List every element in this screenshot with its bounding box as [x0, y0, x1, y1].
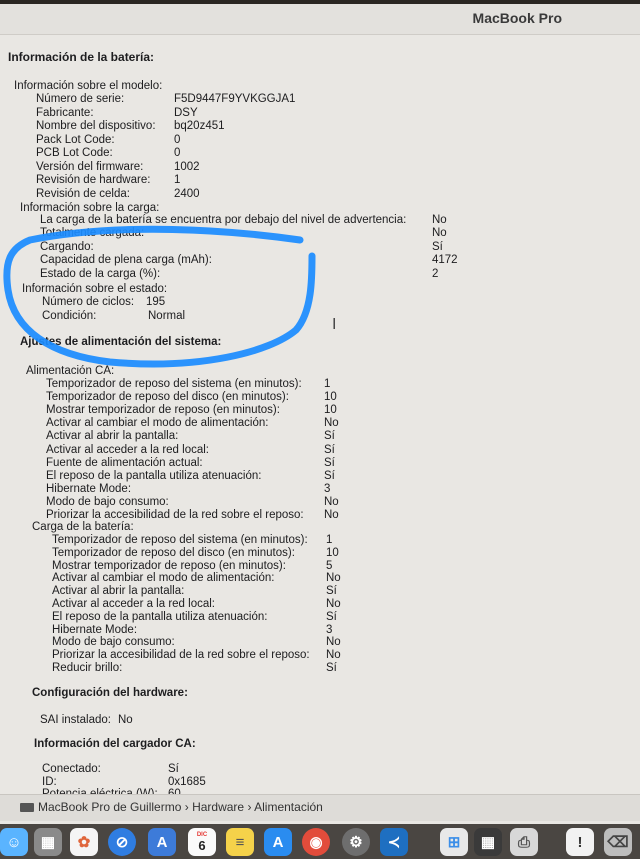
document-icon[interactable]: ! — [566, 828, 594, 856]
path-bar — [0, 794, 640, 821]
row-label: Priorizar la accesibilidad de la red sobre el reposo: — [46, 509, 304, 521]
row-value: Sí — [432, 240, 443, 253]
row-label: Hibernate Mode: — [46, 482, 132, 495]
breadcrumb-separator: › — [184, 800, 189, 814]
row-label: Hibernate Mode: — [52, 623, 138, 636]
power-settings-heading: Ajustes de alimentación del sistema: — [20, 336, 222, 348]
ups-label: SAI instalado: — [40, 714, 111, 726]
ups-value: No — [118, 714, 133, 726]
row-value: 1 — [324, 378, 331, 390]
row-value: Sí — [324, 443, 335, 456]
row-label: Activar al abrir la pantalla: — [46, 430, 179, 443]
row-value: 0 — [174, 133, 181, 146]
safari-icon[interactable]: ⊘ — [108, 828, 136, 856]
row-label: Mostrar temporizador de reposo (en minutos): — [52, 559, 286, 572]
row-label: Temporizador de reposo del sistema (en minutos): — [52, 534, 308, 546]
row-value: Sí — [324, 430, 335, 443]
calendar-month: DIC — [196, 831, 208, 838]
breadcrumb-power[interactable]: Alimentación — [254, 800, 323, 814]
row-label: Priorizar la accesibilidad de la red sobre el reposo: — [52, 649, 310, 662]
row-label: La carga de la batería se encuentra por debajo del nivel de advertencia: — [40, 214, 407, 226]
row-label: Número de serie: — [36, 93, 125, 105]
row-value: No — [324, 495, 339, 508]
battery-power-heading: Carga de la batería: — [32, 521, 134, 533]
row-value: DSY — [174, 106, 198, 119]
computer-icon — [20, 803, 34, 812]
vscode-icon[interactable]: ≺ — [380, 828, 408, 856]
row-value: 3 — [324, 482, 331, 495]
row-value: No — [324, 417, 339, 430]
charge-heading: Información sobre la carga: — [20, 202, 160, 214]
health-heading: Información sobre el estado: — [22, 283, 168, 295]
row-label: Activar al cambiar el modo de alimentación: — [52, 572, 275, 585]
row-label: Cargando: — [40, 240, 94, 253]
row-label: Fuente de alimentación actual: — [46, 456, 203, 469]
row-label: Capacidad de plena carga (mAh): — [40, 254, 212, 267]
calculator-icon[interactable]: ▦ — [474, 828, 502, 856]
charger-heading: Información del cargador CA: — [34, 738, 196, 750]
system-settings-icon[interactable]: ⚙ — [342, 828, 370, 856]
notes-icon[interactable]: ≡ — [226, 828, 254, 856]
row-label: Temporizador de reposo del sistema (en minutos): — [46, 378, 302, 390]
launchpad-icon[interactable]: ▦ — [34, 828, 62, 856]
breadcrumb-separator: › — [247, 800, 252, 814]
hardware-heading: Configuración del hardware: — [32, 687, 188, 699]
row-value: 10 — [324, 404, 337, 417]
row-label: ID: — [42, 775, 57, 788]
row-value: Sí — [324, 456, 335, 469]
row-value: Sí — [326, 662, 337, 674]
photos-icon[interactable]: ✿ — [70, 828, 98, 856]
row-label: Modo de bajo consumo: — [46, 495, 169, 508]
row-value: 1 — [326, 534, 333, 546]
row-value: 3 — [326, 623, 333, 636]
blue-marker-scribble — [0, 0, 640, 420]
breadcrumb — [38, 800, 323, 814]
row-value: No — [326, 598, 341, 610]
row-value: 10 — [324, 391, 337, 404]
app-store-icon[interactable]: A — [264, 828, 292, 856]
row-label: Modo de bajo consumo: — [52, 636, 175, 649]
trash-icon[interactable]: ⌫ — [604, 828, 632, 856]
row-label: El reposo de la pantalla utiliza atenuación: — [52, 610, 268, 623]
chrome-icon[interactable]: ◉ — [302, 828, 330, 856]
row-label: PCB Lot Code: — [36, 147, 113, 159]
row-label: Activar al cambiar el modo de alimentación: — [46, 417, 269, 430]
row-value: 1002 — [174, 160, 200, 173]
row-value: 4172 — [432, 254, 458, 267]
row-value: Sí — [168, 763, 179, 775]
row-value: No — [326, 636, 341, 649]
row-label: El reposo de la pantalla utiliza atenuación: — [46, 469, 262, 482]
row-label: Activar al acceder a la red local: — [52, 598, 215, 610]
row-value: No — [326, 649, 341, 662]
row-value: 2 — [432, 267, 439, 280]
row-label: Pack Lot Code: — [36, 133, 115, 146]
instruments-icon[interactable]: A — [148, 828, 176, 856]
row-label: Temporizador de reposo del disco (en minutos): — [46, 391, 289, 404]
row-value: 2400 — [174, 187, 200, 200]
row-label: Temporizador de reposo del disco (en minutos): — [52, 546, 295, 559]
row-value: 1 — [174, 174, 181, 186]
row-value: No — [326, 572, 341, 585]
model-heading: Información sobre el modelo: — [14, 80, 163, 92]
row-value: Sí — [326, 585, 337, 598]
row-value: 5 — [326, 559, 333, 572]
row-value: bq20z451 — [174, 120, 225, 132]
row-label: Mostrar temporizador de reposo (en minutos): — [46, 404, 280, 417]
row-label: Nombre del dispositivo: — [36, 120, 156, 132]
calendar-day: 6 — [198, 837, 206, 853]
battery-info-heading: Información de la batería: — [8, 50, 155, 64]
row-value: No — [432, 227, 447, 240]
dock — [0, 824, 640, 859]
row-value: 195 — [146, 296, 166, 308]
row-value: 10 — [326, 546, 339, 559]
calendar-icon[interactable] — [188, 828, 216, 856]
text-cursor-icon: I — [332, 316, 337, 333]
breadcrumb-hardware[interactable]: Hardware — [192, 800, 245, 814]
row-label: Revisión de hardware: — [36, 174, 151, 186]
window-title: MacBook Pro — [472, 10, 562, 26]
row-label: Activar al acceder a la red local: — [46, 443, 209, 456]
row-label: Totalmente cargada: — [40, 227, 145, 240]
finder-icon[interactable]: ☺ — [0, 828, 28, 856]
row-label: Conectado: — [42, 763, 101, 775]
row-value: Normal — [148, 309, 186, 322]
row-value: 0 — [174, 147, 181, 159]
row-label: Activar al abrir la pantalla: — [52, 585, 185, 598]
row-value: Sí — [324, 469, 335, 482]
row-label: Condición: — [42, 309, 97, 322]
row-value: Sí — [326, 610, 337, 623]
file-share-icon[interactable]: ⊞ — [440, 828, 468, 856]
breadcrumb-computer[interactable]: MacBook Pro de Guillermo — [38, 800, 182, 814]
row-label: Revisión de celda: — [36, 187, 130, 200]
printer-icon[interactable]: ⎙ — [510, 828, 538, 856]
row-label: Número de ciclos: — [42, 296, 135, 308]
row-value: F5D9447F9YVKGGJA1 — [174, 93, 296, 105]
ac-heading: Alimentación CA: — [26, 365, 115, 377]
row-label: Estado de la carga (%): — [40, 267, 161, 280]
row-label: Fabricante: — [36, 106, 94, 119]
row-value: No — [324, 509, 339, 521]
row-value: 0x1685 — [168, 775, 206, 788]
row-label: Reducir brillo: — [52, 662, 123, 674]
row-value: No — [432, 214, 447, 226]
row-label: Versión del firmware: — [36, 160, 144, 173]
